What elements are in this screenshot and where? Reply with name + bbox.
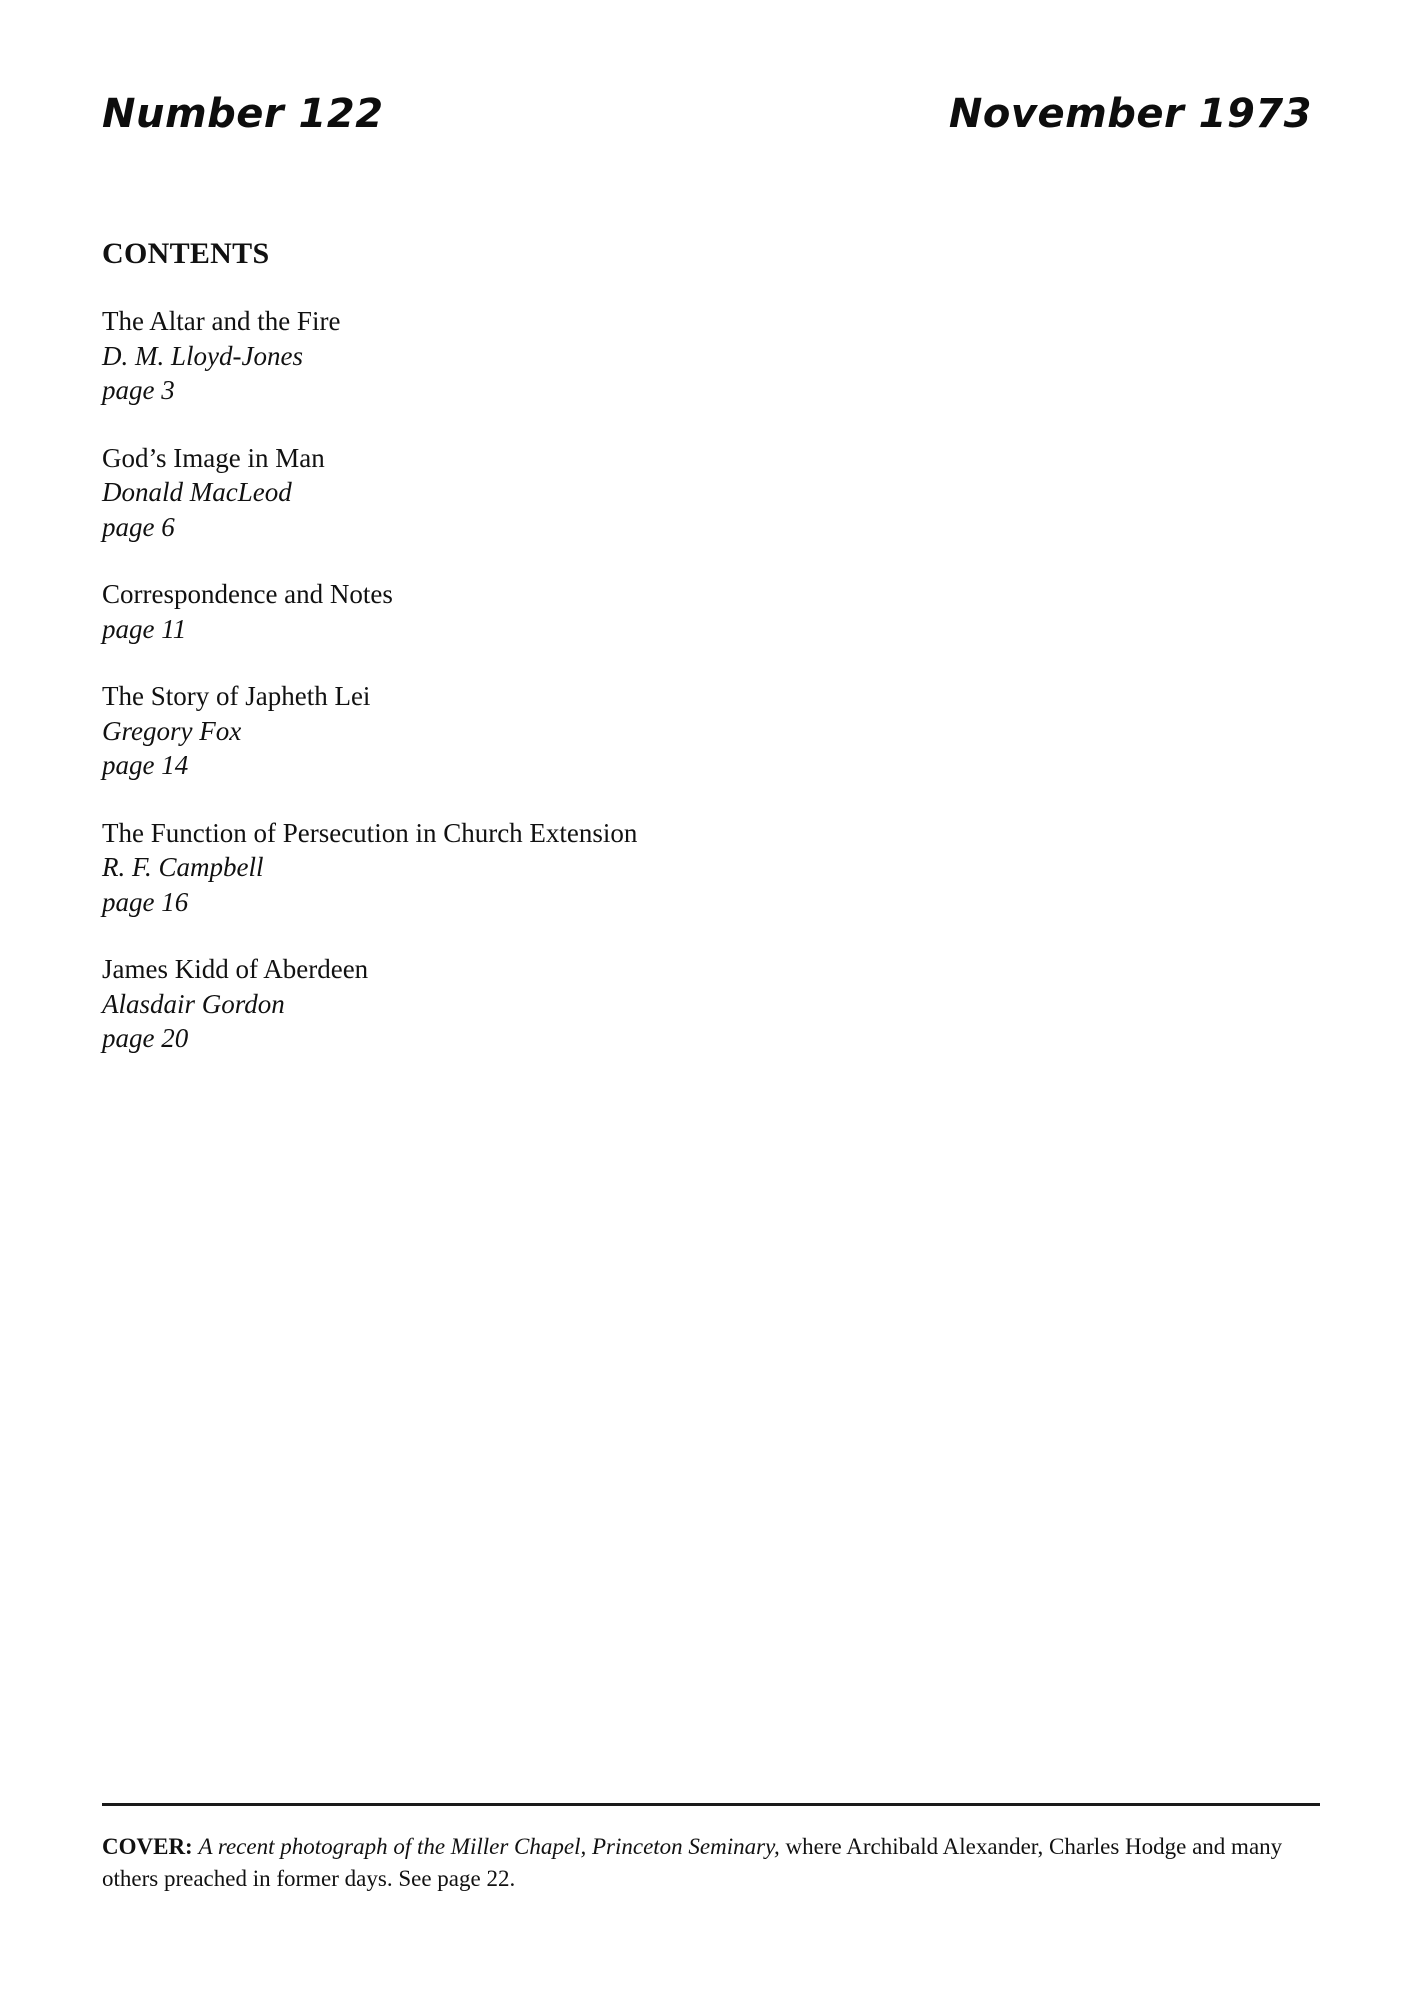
entry-title: James Kidd of Aberdeen (102, 954, 369, 984)
entry-author: Gregory Fox (102, 715, 242, 746)
cover-label: COVER: (102, 1834, 193, 1859)
cover-text: where Archibald Alexander, Charles Hodge and many others preached in former days. See page 22. (102, 1834, 1283, 1891)
issue-date: November 1973 (948, 91, 1312, 137)
entry-author: Alasdair Gordon (102, 988, 285, 1019)
entry-title: God’s Image in Man (102, 442, 325, 473)
contents-entry (102, 679, 1002, 783)
entry-title: The Altar and the Fire (102, 306, 341, 336)
table-of-contents (102, 236, 1002, 1089)
entry-title: Correspondence and Notes (102, 579, 393, 609)
footer-divider (102, 1803, 1320, 1806)
entry-page: page 14 (102, 750, 189, 780)
contents-heading: CONTENTS (102, 237, 270, 270)
page-header (102, 90, 1312, 150)
entry-title: The Function of Persecution in Church Extension (102, 817, 638, 848)
contents-entry (102, 441, 1002, 545)
contents-entry (102, 816, 1002, 920)
contents-entry (102, 952, 1002, 1056)
entry-author: R. F. Campbell (102, 852, 264, 882)
contents-entry (102, 577, 1002, 646)
entry-author: D. M. Lloyd-Jones (102, 340, 303, 371)
cover-caption: A recent photograph of the Miller Chapel, Princeton Seminary, (198, 1834, 780, 1859)
entry-author: Donald MacLeod (102, 477, 292, 507)
entry-page: page 6 (102, 511, 175, 542)
contents-entry (102, 304, 1002, 408)
entry-page: page 20 (102, 1023, 189, 1053)
entry-page: page 16 (102, 886, 189, 917)
issue-number: Number 122 (102, 91, 384, 137)
cover-note (102, 1831, 1324, 1895)
entry-title: The Story of Japheth Lei (102, 681, 371, 711)
entry-page: page 3 (102, 375, 175, 405)
entry-page: page 11 (102, 613, 187, 644)
